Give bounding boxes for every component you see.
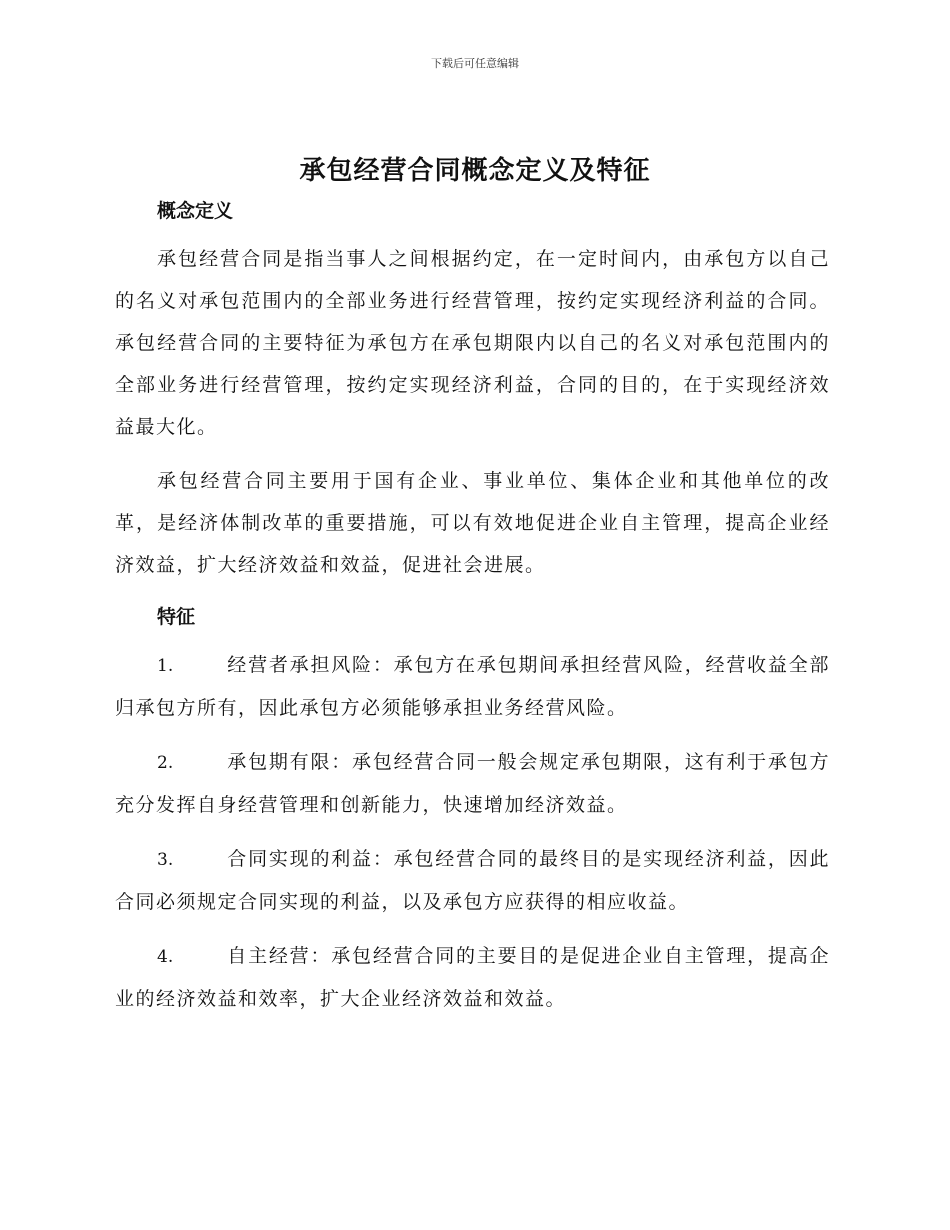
feature-item-text: 自主经营：承包经营合同的主要目的是促进企业自主管理，提高企业的经济效益和效率，扩大企业经济效益和效益。 — [115, 945, 830, 1010]
feature-item-text: 合同实现的利益：承包经营合同的最终目的是实现经济利益，因此合同必须规定合同实现的利益，以及承包方应获得的相应收益。 — [115, 848, 830, 913]
header-note: 下载后可任意编辑 — [431, 57, 519, 70]
feature-item — [115, 741, 830, 826]
feature-item-number: 3. — [157, 850, 174, 870]
section-heading-features: 特征 — [157, 606, 196, 628]
document-body — [115, 196, 830, 1020]
feature-item — [115, 644, 830, 729]
section-heading-definition: 概念定义 — [157, 200, 234, 222]
feature-item-number: 1. — [157, 656, 174, 676]
feature-item-number: 4. — [157, 947, 174, 967]
feature-item-text: 经营者承担风险：承包方在承包期间承担经营风险，经营收益全部归承包方所有，因此承包方必须能够承担业务经营风险。 — [115, 654, 830, 719]
feature-item-text: 承包期有限：承包经营合同一般会规定承包期限，这有利于承包方充分发挥自身经营管理和创新能力，快速增加经济效益。 — [115, 751, 830, 816]
definition-paragraph-1: 承包经营合同是指当事人之间根据约定，在一定时间内，由承包方以自己的名义对承包范围内的全部业务进行经营管理，按约定实现经济利益的合同。承包经营合同的主要特征为承包方在承包期限内以自己的名义对承包范围内的全部业务进行经营管理，按约定实现经济利益，合同的目的，在于实现经济效益最大化。 — [115, 248, 830, 438]
feature-item-number: 2. — [157, 753, 174, 773]
document-title: 承包经营合同概念定义及特征 — [299, 156, 651, 186]
feature-item — [115, 838, 830, 923]
definition-paragraph-2: 承包经营合同主要用于国有企业、事业单位、集体企业和其他单位的改革，是经济体制改革的重要措施，可以有效地促进企业自主管理，提高企业经济效益，扩大经济效益和效益，促进社会进展。 — [115, 470, 830, 576]
feature-item — [115, 935, 830, 1020]
